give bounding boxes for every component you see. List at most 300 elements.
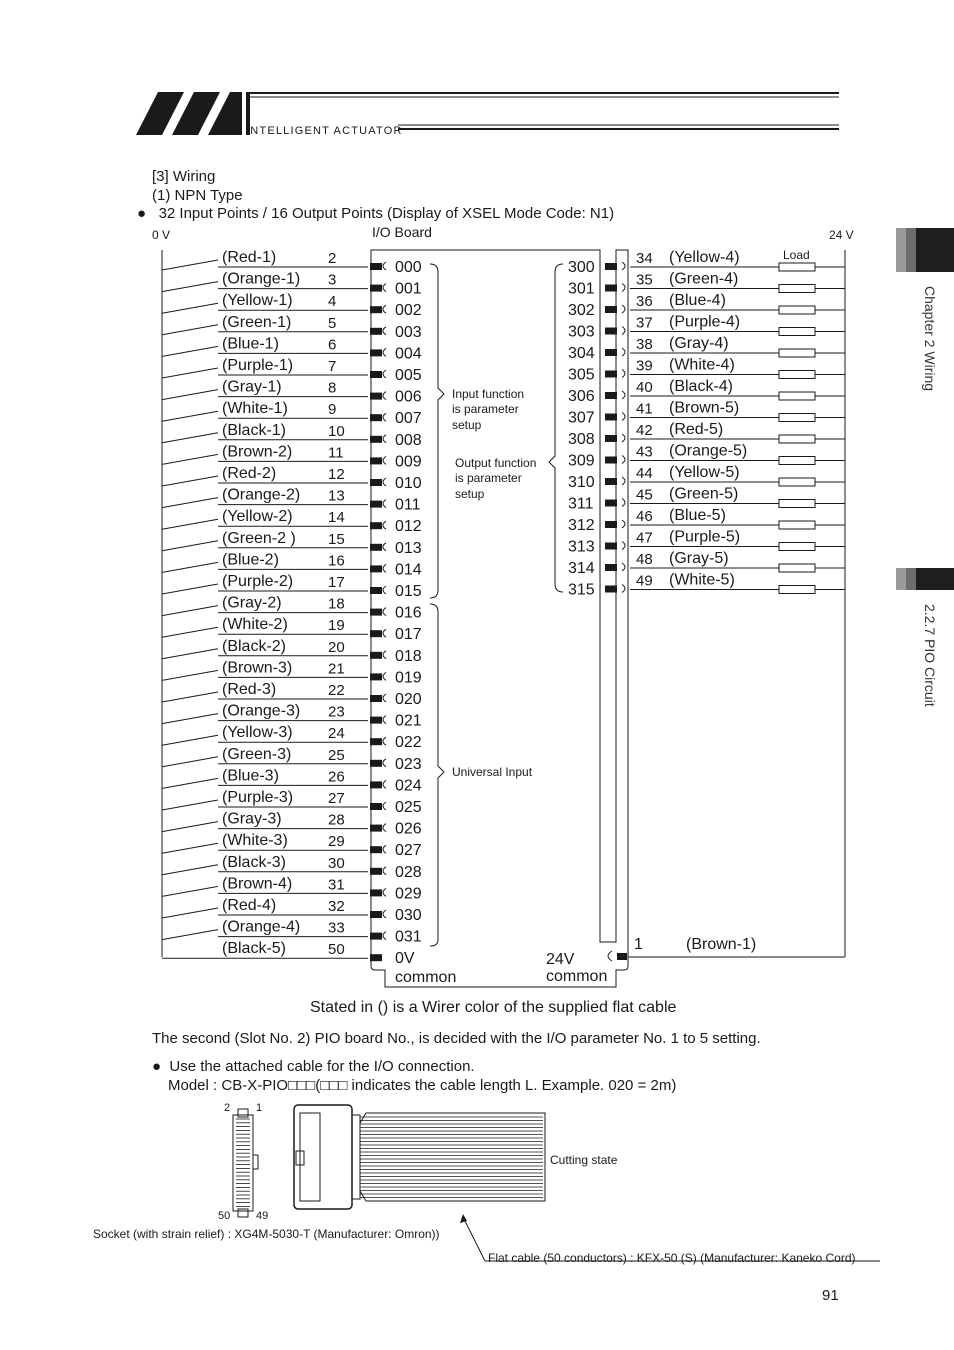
bullet-text: 32 Input Points / 16 Output Points (Display of XSEL Mode Code: N1) [158, 205, 615, 222]
input-terminal [370, 349, 382, 356]
common-24v-row [546, 936, 845, 985]
terminal-arc [383, 759, 386, 767]
output-note-3: setup [455, 487, 485, 501]
load-resistor [779, 328, 815, 336]
wire-color-label: (Red-2) [222, 465, 277, 482]
pin-number: 42 [636, 422, 653, 439]
wire-color-label: (Green-1) [222, 313, 292, 331]
terminal-arc [383, 608, 386, 616]
output-row [568, 572, 845, 599]
page-number: 91 [822, 1287, 839, 1304]
input-terminal [370, 306, 382, 313]
pin-number: 10 [328, 422, 345, 440]
output-terminal [605, 564, 617, 571]
terminal-arc [622, 563, 625, 571]
wire-color-label: (Purple-5) [669, 528, 741, 546]
terminal-arc [383, 327, 386, 335]
input-terminal [370, 414, 382, 421]
wire-color-label: (Gray-1) [222, 378, 282, 396]
input-terminal [370, 587, 382, 594]
pin-number: 41 [636, 400, 653, 418]
wire-color-label: (Black-4) [669, 378, 734, 395]
terminal-arc [622, 585, 625, 593]
load-resistor [779, 435, 815, 443]
pin-number: 8 [328, 379, 337, 397]
input-terminal [370, 760, 382, 767]
input-terminal [370, 933, 382, 940]
output-terminal [605, 500, 617, 507]
wire-color-label: (Brown-5) [669, 399, 740, 417]
terminal-arc [383, 737, 386, 745]
pin-number: 14 [328, 509, 345, 527]
wire-color-label: (White-2) [222, 616, 288, 634]
pin-number: 19 [328, 617, 345, 635]
pin-number: 20 [328, 638, 345, 656]
terminal-arc [622, 477, 625, 485]
terminal-arc [622, 327, 625, 335]
pin-number: 15 [328, 530, 345, 548]
load-resistor [779, 371, 815, 379]
switch-contact [162, 260, 218, 270]
input-terminal [370, 652, 382, 659]
input-terminal [370, 717, 382, 724]
terminal-arc [622, 370, 625, 378]
port-number: 019 [395, 669, 422, 687]
terminal-arc [383, 543, 386, 551]
load-resistor [779, 392, 815, 400]
wire-color-label: (Yellow-4) [669, 249, 740, 266]
input-terminal [370, 522, 382, 529]
port-number: 307 [568, 409, 595, 427]
pin-number: 21 [328, 660, 345, 678]
port-number: 010 [395, 475, 422, 492]
wire-color-label: (Yellow-2) [222, 508, 293, 526]
port-number: 021 [395, 712, 422, 730]
pin-number: 7 [328, 358, 337, 375]
switch-contact [162, 541, 218, 551]
port-number: 004 [395, 345, 422, 363]
pin-number: 9 [328, 401, 337, 419]
switch-contact [162, 303, 218, 313]
wire-color-label: (Red-3) [222, 681, 277, 698]
terminal-arc [622, 499, 625, 507]
load-resistor [779, 306, 815, 314]
switch-contact [162, 282, 218, 292]
output-terminal [605, 457, 617, 464]
pin-number: 17 [328, 574, 345, 591]
wire-color-label: (Blue-2) [222, 551, 279, 569]
load-resistor [779, 500, 815, 508]
io-board-label: I/O Board [372, 224, 432, 240]
slot-note: The second (Slot No. 2) PIO board No., is decided with the I/O parameter No. 1 to 5 setting. [152, 1030, 761, 1047]
pin-number: 29 [328, 833, 345, 851]
pin-number: 38 [636, 336, 653, 353]
port-number: 020 [395, 691, 422, 708]
wire-color-label: (Orange-2) [222, 486, 301, 504]
terminal-arc [622, 262, 625, 270]
terminal-arc [383, 435, 386, 443]
terminal-arc [383, 629, 386, 637]
input-terminal [370, 630, 382, 637]
wire-color-label: (Black-2) [222, 637, 287, 655]
load-resistor [779, 457, 815, 465]
load-resistor [779, 543, 815, 551]
pin-number: 23 [328, 703, 345, 721]
port-number: 24V [546, 951, 575, 968]
output-terminal [605, 543, 617, 550]
port-number: 018 [395, 647, 422, 665]
section-subheading: (1) NPN Type [152, 187, 243, 204]
input-terminal [370, 868, 382, 875]
input-terminal [370, 803, 382, 810]
input-terminal [370, 371, 382, 378]
cable-note: Use the attached cable for the I/O connection. [169, 1058, 475, 1075]
port-number: 013 [395, 539, 422, 557]
pin-number: 3 [328, 271, 337, 289]
port-number: 028 [395, 863, 422, 881]
input-terminal [370, 263, 382, 270]
flat-cable-label: Flat cable (50 conductors) : KFX-50 (S) (Manufacturer: Kaneko Cord) [488, 1251, 856, 1265]
pin-number: 40 [636, 379, 653, 396]
output-terminal [605, 371, 617, 378]
switch-contact [162, 411, 218, 421]
wire-color-label: (Brown-4) [222, 875, 293, 893]
wire-color-label: (Purple-3) [222, 789, 294, 806]
port-number: 015 [395, 583, 422, 600]
input-row [162, 595, 422, 622]
port-number: 023 [395, 755, 422, 773]
port-number: 301 [568, 280, 595, 298]
pin-number: 18 [328, 595, 345, 613]
output-note-2: is parameter [455, 471, 522, 485]
pin-number: 32 [328, 898, 345, 915]
terminal-arc [622, 391, 625, 399]
pin-number: 36 [636, 293, 653, 310]
switch-contact [162, 325, 218, 335]
input-row [162, 616, 422, 643]
chapter-label: Chapter 2 Wiring [922, 286, 938, 392]
pin-number: 45 [636, 486, 653, 504]
input-note-2: is parameter [452, 402, 519, 416]
input-terminal [370, 889, 382, 896]
output-terminal [605, 478, 617, 485]
switch-contact [162, 519, 218, 529]
twenty-four-v-label: 24 V [829, 228, 854, 242]
wire-color-label: (Yellow-3) [222, 724, 293, 742]
terminal-arc [622, 284, 625, 292]
terminal-arc [383, 478, 386, 486]
port-number: 025 [395, 799, 422, 816]
switch-contact [162, 649, 218, 659]
wire-color-label: (Black-3) [222, 853, 287, 871]
connector-body [294, 1105, 360, 1209]
wire-color-label: (Purple-4) [669, 313, 741, 331]
input-terminal [370, 673, 382, 680]
wire-color-label: (Green-2 ) [222, 529, 296, 547]
pin-number: 37 [636, 314, 653, 332]
input-terminal [370, 285, 382, 292]
output-terminal [605, 349, 617, 356]
input-terminal [370, 501, 382, 508]
input-terminal [370, 457, 382, 464]
port-number: 006 [395, 388, 422, 406]
wire-color-label: (Purple-1) [222, 357, 294, 374]
input-row [162, 875, 422, 902]
input-row [162, 659, 422, 686]
cable-figure [0, 1095, 954, 1275]
wire-color-label: (Red-4) [222, 897, 277, 914]
pin1-label: 1 [256, 1102, 263, 1114]
pin-number: 30 [328, 854, 345, 872]
pin-number: 24 [328, 725, 345, 743]
input-row [162, 400, 422, 427]
wire-color-label: (Orange-5) [669, 442, 748, 460]
terminal-arc [622, 305, 625, 313]
pin-number: 27 [328, 790, 345, 807]
port-number: 029 [395, 885, 422, 903]
load-label: Load [783, 248, 810, 262]
port-number: 007 [395, 410, 422, 428]
input-terminal [370, 954, 382, 961]
terminal-arc [622, 520, 625, 528]
port-number: 311 [568, 495, 594, 513]
load-resistor [779, 478, 815, 486]
pin-number: 11 [328, 444, 344, 462]
output-terminal [605, 414, 617, 421]
port-number: 315 [568, 581, 595, 599]
switch-contact [162, 584, 218, 594]
switch-contact [162, 627, 218, 637]
port-number: 026 [395, 820, 422, 838]
terminal-arc [383, 564, 386, 572]
port-number: 300 [568, 259, 595, 276]
switch-contact [162, 670, 218, 680]
switch-contact [162, 692, 218, 702]
terminal-arc [383, 824, 386, 832]
terminal-arc [383, 586, 386, 594]
pin-number: 31 [328, 876, 345, 894]
wire-color-label: (Red-1) [222, 249, 277, 266]
input-terminal [370, 911, 382, 918]
input-row [162, 832, 422, 859]
terminal-arc [383, 284, 386, 292]
pin-number: 26 [328, 768, 345, 786]
switch-contact [162, 454, 218, 464]
input-brace [430, 264, 444, 598]
terminal-arc [383, 694, 386, 702]
wire-color-label: (Orange-3) [222, 702, 301, 720]
terminal-arc [383, 305, 386, 313]
load-resistor [779, 414, 815, 422]
pin-number: 2 [328, 250, 337, 267]
input-note-3: setup [452, 418, 482, 432]
pin-number: 48 [636, 551, 653, 568]
pin-number: 34 [636, 250, 653, 267]
input-row [162, 292, 422, 319]
input-row [162, 724, 422, 751]
pin-number: 6 [328, 336, 337, 354]
port-number: 009 [395, 453, 422, 471]
load-resistor [779, 349, 815, 357]
port-number: 310 [568, 474, 595, 491]
port-number: 306 [568, 388, 595, 405]
switch-contact [162, 476, 218, 486]
wire-color-label: (White-1) [222, 400, 288, 418]
input-row [162, 530, 422, 557]
port-number: 011 [395, 496, 421, 514]
bullet-line: ● 32 Input Points / 16 Output Points (Display of XSEL Mode Code: N1) [137, 205, 615, 222]
port-number: 024 [395, 777, 422, 795]
cable-note-line: ● Use the attached cable for the I/O connection. [152, 1058, 475, 1075]
port-number: 016 [395, 604, 422, 622]
terminal-arc [383, 867, 386, 875]
pin49-label: 49 [256, 1210, 269, 1222]
terminal-arc [622, 413, 625, 421]
terminal-arc [383, 456, 386, 464]
terminal-arc [383, 716, 386, 724]
cutting-state-label: Cutting state [550, 1153, 618, 1167]
port-number: 304 [568, 345, 595, 362]
input-terminal [370, 544, 382, 551]
switch-contact [162, 346, 218, 356]
terminal-arc [383, 910, 386, 918]
terminal-arc [383, 392, 386, 400]
pin2-label: 2 [224, 1102, 231, 1114]
pin-number: 47 [636, 529, 653, 547]
wire-color-label: (Yellow-5) [669, 464, 740, 481]
port-number: 0V [395, 950, 415, 968]
pin-number: 22 [328, 682, 345, 699]
pin-number: 46 [636, 508, 653, 525]
output-note-1: Output function [455, 456, 537, 470]
terminal-arc [383, 888, 386, 896]
wire-color-label: (Black-5) [222, 940, 287, 958]
wire-color-label: (Red-5) [669, 421, 724, 438]
pin-number: 35 [636, 271, 653, 289]
output-brace [549, 264, 563, 592]
port-number: 313 [568, 538, 595, 556]
terminal-arc [383, 845, 386, 853]
wire-color-label: (Brown-1) [686, 936, 757, 953]
universal-input-label: Universal Input [452, 765, 533, 779]
pin-number: 50 [328, 941, 345, 959]
wire-color-label: (Blue-1) [222, 335, 279, 353]
input-row [162, 919, 422, 946]
output-terminal [605, 306, 617, 313]
common-label: common [546, 968, 608, 985]
switch-contact [162, 433, 218, 443]
switch-contact [162, 390, 218, 400]
terminal-arc [608, 951, 612, 961]
load-resistor [779, 285, 815, 293]
pin-number: 33 [328, 919, 345, 937]
terminal-arc [622, 434, 625, 442]
wire-color-label: (White-3) [222, 832, 288, 850]
port-number: 305 [568, 366, 595, 384]
wire-color-label: (Brown-2) [222, 443, 293, 461]
switch-contact [162, 498, 218, 508]
load-resistor [779, 586, 815, 594]
terminal-arc [383, 521, 386, 529]
pin-number: 4 [328, 293, 337, 311]
output-terminal [605, 435, 617, 442]
wire-color-label: (Orange-1) [222, 270, 301, 288]
port-number: 309 [568, 452, 595, 470]
switch-contact [162, 757, 218, 767]
port-number: 314 [568, 560, 595, 577]
section-heading: [3] Wiring [152, 168, 216, 185]
wire-color-label: (Orange-4) [222, 918, 301, 936]
terminal-arc [383, 672, 386, 680]
input-terminal [370, 609, 382, 616]
port-number: 303 [568, 323, 595, 341]
port-number: 312 [568, 517, 595, 534]
port-number: 002 [395, 302, 422, 320]
input-row [162, 443, 422, 470]
wire-color-label: (Gray-4) [669, 335, 729, 352]
pin-number: 16 [328, 552, 345, 570]
terminal-arc [383, 651, 386, 659]
socket-label: Socket (with strain relief) : XG4M-5030-T (Manufacturer: Omron)) [93, 1227, 440, 1241]
switch-contact [162, 843, 218, 853]
output-terminal [605, 285, 617, 292]
input-terminal [370, 393, 382, 400]
wire-color-label: (Gray-5) [669, 550, 729, 567]
switch-contact [162, 714, 218, 724]
switch-contact [162, 800, 218, 810]
output-terminal [605, 392, 617, 399]
switch-contact [162, 886, 218, 896]
switch-contact [162, 865, 218, 875]
load-resistor [779, 521, 815, 529]
switch-contact [162, 368, 218, 378]
wire-color-label: (White-5) [669, 571, 735, 589]
terminal-arc [622, 348, 625, 356]
port-number: 008 [395, 431, 422, 449]
model-note: Model : CB-X-PIO□□□(□□□ indicates the cable length L. Example. 020 = 2m) [168, 1077, 677, 1094]
port-number: 022 [395, 734, 422, 752]
terminal-arc [383, 348, 386, 356]
input-terminal [370, 781, 382, 788]
pin-number: 5 [328, 314, 337, 332]
output-terminal [605, 328, 617, 335]
load-resistor [779, 263, 815, 271]
pin-number: 12 [328, 466, 345, 483]
input-terminal [370, 825, 382, 832]
pin-number: 44 [636, 465, 653, 482]
switch-contact [162, 606, 218, 616]
wire-color-label: (Blue-4) [669, 292, 726, 309]
wirer-note: Stated in () is a Wirer color of the supplied flat cable [310, 999, 677, 1016]
output-terminal [605, 521, 617, 528]
zero-v-label: 0 V [152, 228, 171, 242]
port-number: 003 [395, 323, 422, 341]
wire-color-label: (White-4) [669, 356, 735, 374]
wire-color-label: (Green-3) [222, 745, 292, 763]
input-row [162, 357, 422, 384]
port-number: 308 [568, 431, 595, 448]
input-terminal [370, 565, 382, 572]
port-number: 014 [395, 561, 422, 579]
port-number: 001 [395, 280, 422, 298]
common-label: common [395, 969, 457, 987]
switch-contact [162, 562, 218, 572]
port-number: 000 [395, 259, 422, 276]
section-label: 2.2.7 PIO Circuit [922, 604, 938, 707]
terminal-arc [383, 500, 386, 508]
input-terminal [370, 436, 382, 443]
wire-color-label: (Purple-2) [222, 573, 294, 590]
